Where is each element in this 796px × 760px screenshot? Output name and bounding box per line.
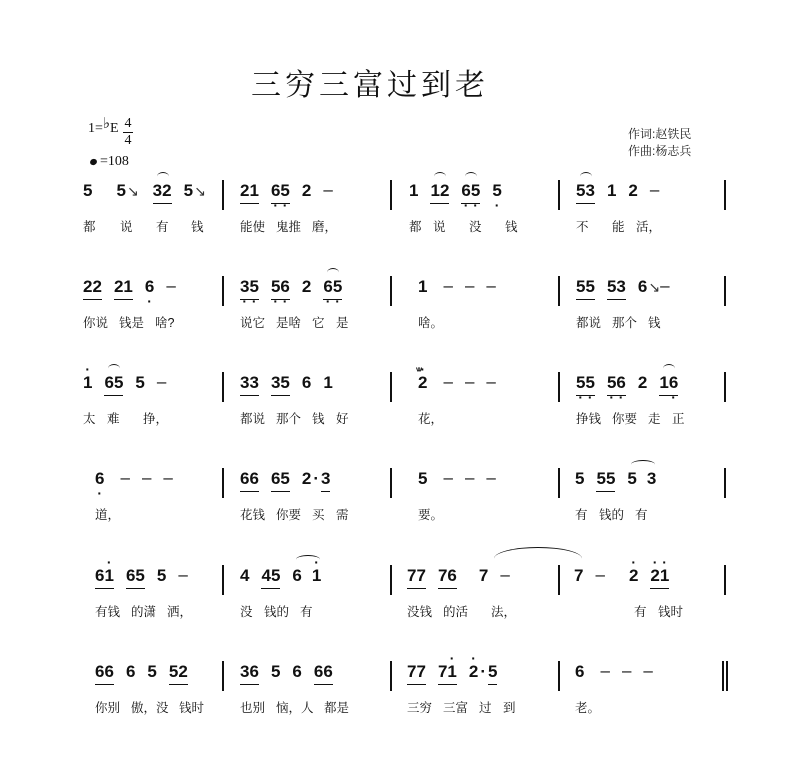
barline [390, 180, 392, 210]
barline [390, 661, 392, 691]
barline [222, 180, 224, 210]
lyricist: 作词:赵铁民 [628, 127, 692, 141]
key-prefix: 1= [88, 121, 103, 136]
barline [558, 661, 560, 691]
slide-down-icon: ↘ [648, 279, 661, 295]
barline [222, 468, 224, 498]
composer: 作曲:杨志兵 [628, 144, 692, 158]
time-top: 4 [124, 116, 132, 131]
tempo-value: =108 [100, 154, 129, 169]
barline [724, 276, 726, 306]
staff-row-1: 5 5↘ 3 2 5↘ 都 说 有 钱 2 1 6 · 5 · 2 – 能使 鬼推 磨， 1 1 2 6 · 5 · 5 · 都 说 没 钱 5 3 1 2 – 不 能 活， [0, 180, 796, 260]
slide-down-icon: ↘ [126, 183, 139, 199]
tempo-marking [90, 154, 129, 170]
barline [390, 565, 392, 595]
notes: 5 5↘ 3 2 5↘ [83, 180, 218, 204]
barline [222, 661, 224, 691]
flat-icon: ♭ [102, 116, 110, 132]
staff-row-2: 2 2 2 1 6 · – 你说 钱是 啥? 3 · 5 · 5 · 6 · 2 6 · 5 · 说它 是啥 它 是 1 – – – 啥。 5 5 5 3 6↘ – 都说 那个 钱 [0, 276, 796, 356]
key-signature [88, 118, 119, 137]
barline [558, 180, 560, 210]
barline [390, 372, 392, 402]
barline [724, 180, 726, 210]
barline [390, 276, 392, 306]
barline [222, 565, 224, 595]
staff-row-3: · 1 6 5 5 – 太 难 挣， 3 3 3 5 6 1 都说 那个 钱 好 · ᵥᵥ 2 – – – 花， 5 · 5 · 5 · 6 · 2 1 6 · 挣钱 你要 走 正 [0, 372, 796, 452]
barline [558, 468, 560, 498]
barline [724, 565, 726, 595]
barline [724, 468, 726, 498]
barline [222, 276, 224, 306]
final-barline [722, 661, 724, 691]
barline [558, 276, 560, 306]
staff-row-4: 6 · – – – 道， 6 6 6 5 2 · 3 花钱 你要 买 需 5 – – – 要。 5 5 5 5 3 有 钱的 有 [0, 468, 796, 548]
barline [724, 372, 726, 402]
time-signature [123, 116, 133, 149]
song-title: 三穷三富过到老 [251, 68, 489, 103]
staff-row-5: 6 · 1 6 5 5 – 有钱 的潇 洒， 4 4 5 6 · 1 没 钱的 有 7 7 7 6 7 – 没钱 的活 法， 7 – · 2 · 2 · 1 有 钱时 [0, 565, 796, 645]
staff-row-6: 6 6 6 5 5 2 你别 傲，没 钱时 3 6 5 6 6 6 也别 恼，人 都是 7 7 7 · 1 · 2 · 5 三穷 三富 过 到 6 – – – 老。 [0, 661, 796, 741]
barline [558, 372, 560, 402]
quarter-note-icon [89, 158, 98, 166]
key-note: E [109, 121, 119, 136]
trill-icon: · ᵥᵥ [416, 362, 421, 374]
time-bottom: 4 [124, 133, 132, 148]
credits [628, 126, 691, 160]
barline [222, 372, 224, 402]
barline [390, 468, 392, 498]
slide-down-icon: ↘ [194, 183, 206, 199]
